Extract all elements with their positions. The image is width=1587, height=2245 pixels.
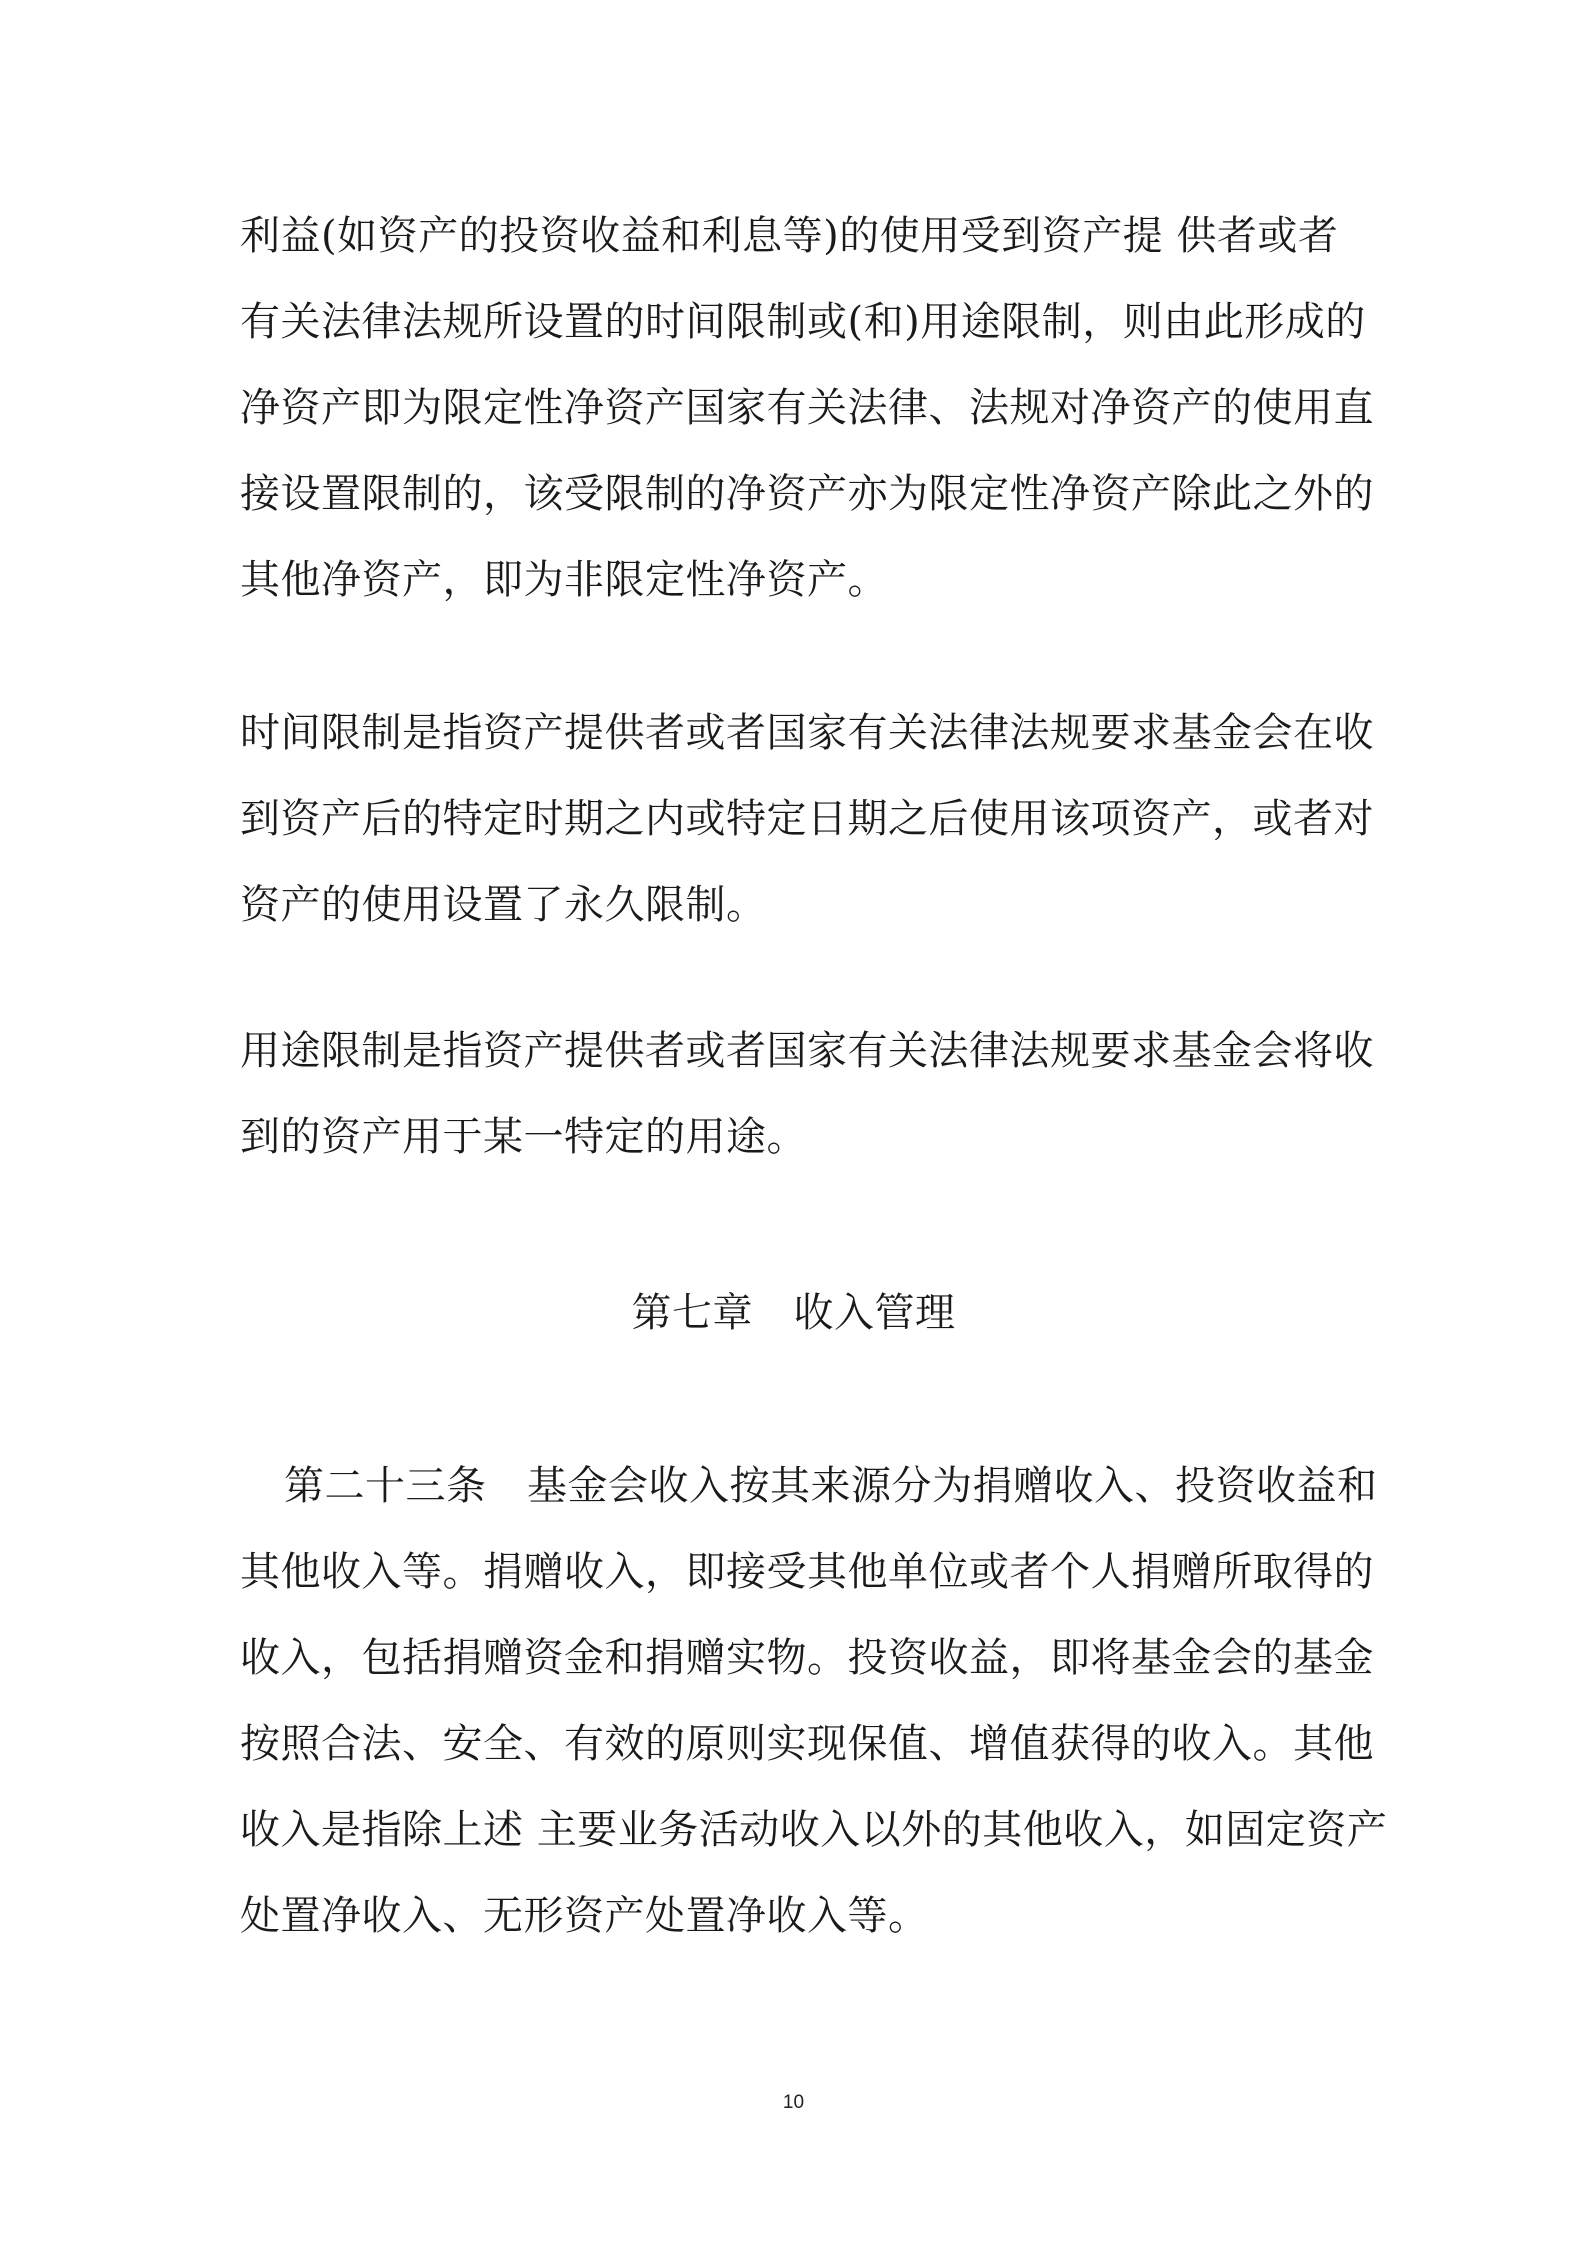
article-label: 第二十三条 [284,1463,487,1509]
text-line: 用途限制是指资产提供者或者国家有关法律法规要求基金会将收 [240,1028,1374,1074]
text-line: 处置净收入、无形资产处置净收入等。 [240,1893,929,1939]
text-line: 收入，包括捐赠资金和捐赠实物。投资收益，即将基金会的基金 [240,1635,1374,1681]
text-line: 收入是指除上述 主要业务活动收入以外的其他收入，如固定资产 [240,1807,1388,1853]
paragraph-use-restriction [240,1008,1440,1180]
paragraph-time-restriction [240,690,1440,948]
text-line: 到的资产用于某一特定的用途。 [240,1114,807,1160]
text-line: 到资产后的特定时期之内或特定日期之后使用该项资产，或者对 [240,796,1374,842]
text-line: 接设置限制的，该受限制的净资产亦为限定性净资产除此之外的 [240,471,1374,517]
text-line: 按照合法、安全、有效的原则实现保值、增值获得的收入。其他 [240,1721,1374,1767]
article-first-line [240,1443,1440,1529]
text-line: 时间限制是指资产提供者或者国家有关法律法规要求基金会在收 [240,710,1374,756]
page-number: 10 [782,2092,805,2113]
article-23 [240,1443,1440,1959]
chapter-title: 第七章 收入管理 [631,1290,956,1336]
article-first-line-text: 基金会收入按其来源分为捐赠收入、投资收益和 [486,1463,1378,1509]
paragraph-net-assets [240,193,1440,623]
text-line: 有关法律法规所设置的时间限制或(和)用途限制，则由此形成的 [240,299,1366,345]
text-line: 其他收入等。捐赠收入，即接受其他单位或者个人捐赠所取得的 [240,1549,1374,1595]
text-line: 利益(如资产的投资收益和利息等)的使用受到资产提 供者或者 [240,213,1339,259]
text-line: 净资产即为限定性净资产国家有关法律、法规对净资产的使用直 [240,385,1374,431]
text-line: 资产的使用设置了永久限制。 [240,882,767,928]
text-line: 其他净资产，即为非限定性净资产。 [240,557,888,603]
